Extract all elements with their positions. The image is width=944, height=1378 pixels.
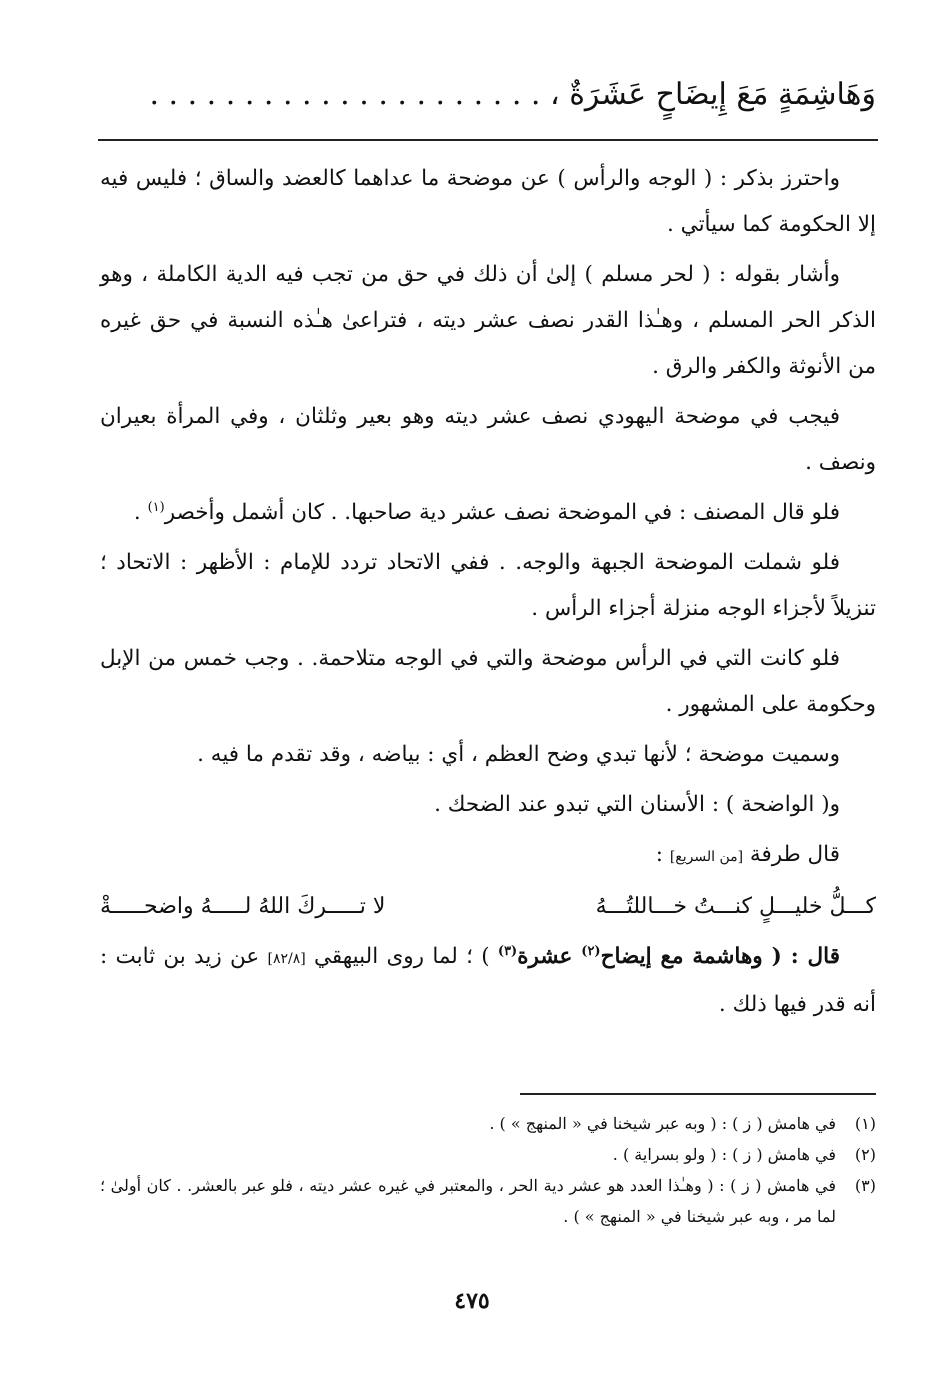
footnotes bbox=[100, 1108, 876, 1232]
poet-intro bbox=[100, 832, 876, 880]
paragraph-final bbox=[100, 934, 876, 1028]
verse-hemistich-1: كـــلُّ خليـــلٍ كنـــتُ خـــاللتُـــهُ bbox=[595, 894, 876, 919]
paragraph-5: فلو شملت الموضحة الجبهة والوجه. . ففي الاتحاد تردد للإمام : الأظهر : الاتحاد ؛ تنزيلاً لأجزاء الوجه منزلة أجزاء الرأس . bbox=[100, 550, 876, 621]
footnote-text: في هامش ( ز ) : ( وهـٰذا العدد هو عشر دية الحر ، والمعتبر في غيره عشر ديته ، فلو عبر بالعشر. . كان أولىٰ ؛ لما مر ، وبه عبر شيخنا في « المنهج » ) . bbox=[100, 1176, 836, 1226]
meter-label: [من السريع] bbox=[669, 849, 744, 865]
footnote-number: (٣) bbox=[854, 1176, 876, 1195]
paragraph-4-text: فلو قال المصنف : في الموضحة نصف عشر دية صاحبها. . كان أشمل وأخصر bbox=[164, 500, 840, 525]
footnote-text: في هامش ( ز ) : ( وبه عبر شيخنا في « المنهج » ) . bbox=[489, 1114, 836, 1133]
paragraph-1: واحترز بذكر : ( الوجه والرأس ) عن موضحة ما عداهما كالعضد والساق ؛ فليس فيه إلا الحكومة كما سيأتي . bbox=[100, 166, 876, 237]
footnote-number: (١) bbox=[854, 1114, 876, 1133]
footnote-ref-1[interactable]: (١) bbox=[147, 499, 165, 515]
footnote-ref-2[interactable]: (٢) bbox=[581, 943, 601, 959]
footnote-text: في هامش ( ز ) : ( ولو بسراية ) . bbox=[612, 1145, 836, 1164]
paragraph-4-end: . bbox=[133, 500, 148, 525]
running-header: وَهَاشِمَةٍ مَعَ إِيضَاحٍ عَشَرَةٌ ، . . . . . . . . . . . . . . . . . . . . . bbox=[149, 77, 876, 112]
citation: [٨٢/٨] bbox=[267, 951, 306, 967]
poet-prefix: قال طرفة bbox=[749, 842, 840, 867]
paragraph-4 bbox=[100, 490, 876, 536]
paragraph-8: و( الواضحة ) : الأسنان التي تبدو عند الضحك . bbox=[434, 792, 840, 817]
header-divider bbox=[98, 139, 878, 141]
footnote-2 bbox=[100, 1139, 876, 1170]
paragraph-3: فيجب في موضحة اليهودي نصف عشر ديته وهو بعير وثلثان ، وفي المرأة بعيران ونصف . bbox=[100, 404, 876, 475]
footnote-number: (٢) bbox=[854, 1145, 876, 1164]
verse-hemistich-2: لا تـــــركَ اللهُ لـــــهُ واضحـــــةْ bbox=[100, 894, 386, 919]
final-part-4: عن زيد بن ثابت : أنه قدر فيها ذلك . bbox=[100, 944, 876, 1017]
main-text bbox=[100, 156, 876, 1032]
final-part-2: عشرة bbox=[517, 944, 582, 969]
poet-suffix: : bbox=[655, 842, 670, 867]
paragraph-2: وأشار بقوله : ( لحر مسلم ) إلىٰ أن ذلك في حق من تجب فيه الدية الكاملة ، وهو الذكر الحر المسلم ، وهـٰذا القدر نصف عشر ديته ، فتراعىٰ هـٰذه النسبة في حق غيره من الأنوثة والكفر والرق . bbox=[100, 262, 876, 379]
paragraph-6: فلو كانت التي في الرأس موضحة والتي في الوجه متلاحمة. . وجب خمس من الإبل وحكومة على المشهور . bbox=[100, 646, 876, 717]
paragraph-7: وسميت موضحة ؛ لأنها تبدي وضح العظم ، أي : بياضه ، وقد تقدم ما فيه . bbox=[197, 742, 840, 767]
poetry-verse bbox=[100, 884, 876, 930]
final-part-3: ) ؛ لما روى البيهقي bbox=[305, 944, 498, 969]
footnote-ref-3[interactable]: (٣) bbox=[497, 943, 518, 959]
footnote-1 bbox=[100, 1108, 876, 1139]
final-part-1: قال : ( وهاشمة مع إيضاح bbox=[600, 944, 841, 969]
footnote-divider bbox=[520, 1093, 876, 1095]
footnote-3 bbox=[100, 1170, 876, 1232]
page-number: ٤٧٥ bbox=[454, 1288, 490, 1314]
